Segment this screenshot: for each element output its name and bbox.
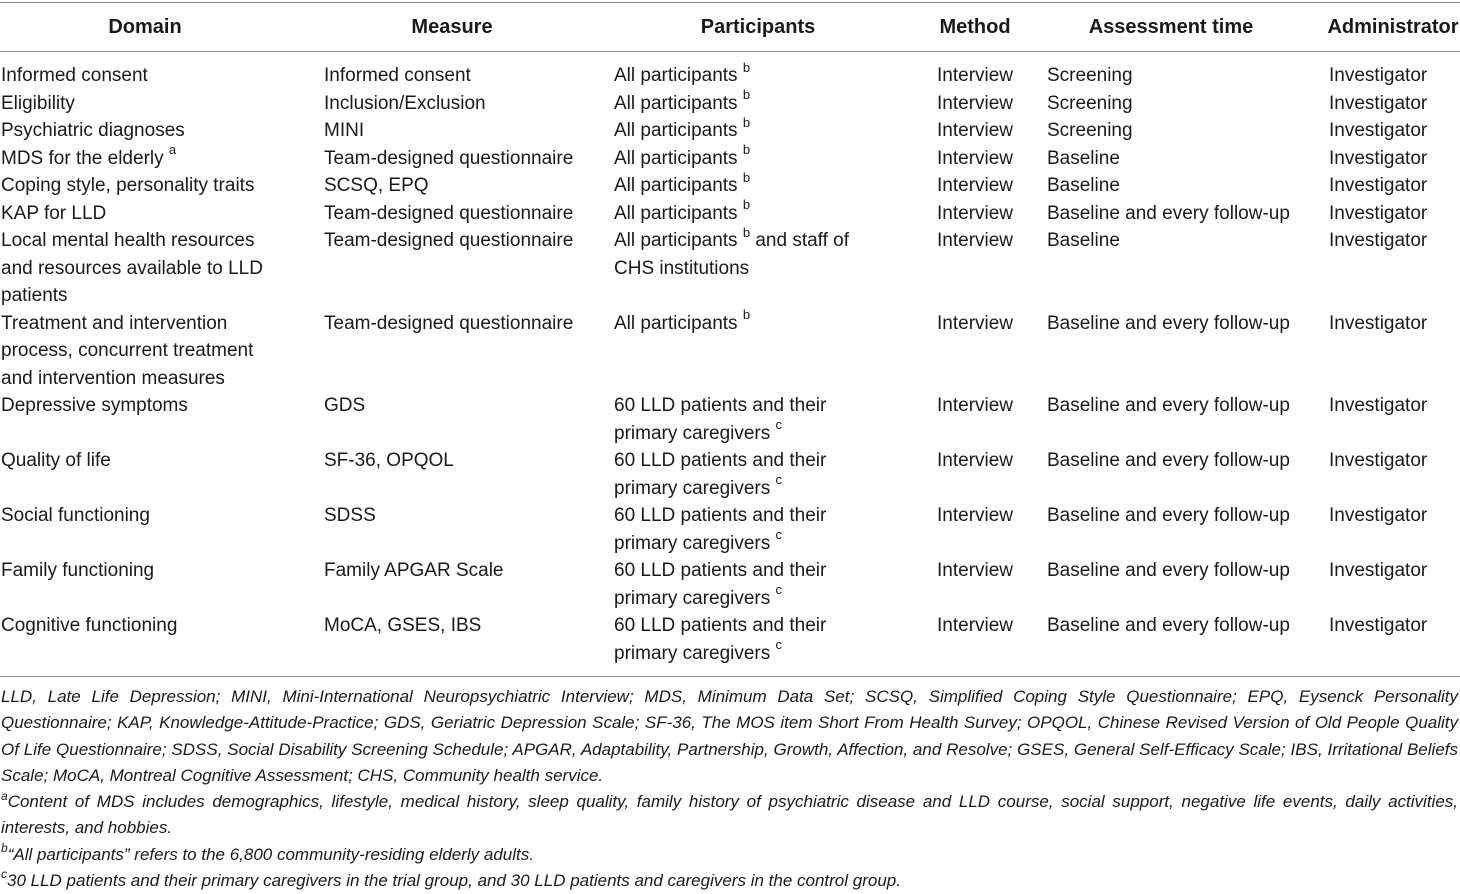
cell-assessment-time: Baseline — [1047, 230, 1120, 251]
cell-measure — [324, 200, 604, 228]
cell-domain-line: Depressive symptoms — [1, 395, 188, 416]
cell-administrator: Investigator — [1329, 560, 1428, 581]
cell-method: Interview — [937, 312, 1014, 334]
cell-measure — [324, 90, 604, 118]
cell-participants-line: All participants $^b$ — [614, 169, 751, 196]
cell-participants — [614, 502, 924, 557]
footnote-a — [1, 789, 1458, 842]
cell-assessment-time: Baseline — [1047, 147, 1120, 169]
cell-measure-line: Team-designed questionnaire — [324, 202, 574, 224]
cell-method: Interview — [937, 147, 1014, 169]
cell-domain-line: MDS for the elderly $^a$ — [1, 142, 177, 169]
cell-domain-line: Cognitive functioning — [1, 615, 178, 636]
header-domain: Domain — [108, 16, 182, 38]
footnote-marker: a — [168, 142, 177, 158]
cell-method: Interview — [937, 230, 1014, 251]
cell-administrator: Investigator — [1329, 615, 1428, 636]
cell-method: Interview — [937, 450, 1014, 471]
cell-participants-line: All participants $^b$ — [614, 307, 751, 334]
cell-measure — [324, 310, 604, 338]
cell-domain — [1, 90, 301, 118]
cell-measure — [324, 392, 604, 420]
cell-participants-line: 60 LLD patients and their — [614, 395, 827, 416]
footnote-marker: b — [742, 224, 751, 240]
cell-measure — [324, 117, 604, 145]
cell-participants-line: primary caregivers $^c$ — [614, 417, 783, 444]
footnote-c-text: 30 LLD patients and their primary caregivers in the trial group, and 30 LLD patients and caregivers in the control group. — [7, 871, 901, 891]
cell-method: Interview — [937, 92, 1014, 114]
cell-domain-line: Treatment and intervention — [1, 312, 228, 334]
table-row — [0, 142, 1460, 173]
footnote-marker: b — [742, 197, 751, 213]
cell-participants — [614, 59, 924, 90]
table-header-row — [0, 12, 1460, 42]
cell-administrator: Investigator — [1329, 312, 1428, 334]
cell-administrator: Investigator — [1329, 120, 1428, 141]
header-administrator: Administrator — [1327, 16, 1459, 38]
header-measure: Measure — [411, 16, 493, 38]
header-method: Method — [939, 16, 1011, 38]
footnote-marker: b — [742, 114, 751, 130]
table-row — [0, 59, 1460, 90]
cell-measure — [324, 447, 604, 475]
cell-domain-line: Quality of life — [1, 450, 111, 471]
cell-domain — [1, 502, 301, 530]
cell-measure-line: Informed consent — [324, 65, 471, 86]
cell-method: Interview — [937, 202, 1014, 224]
footnote-marker: c — [775, 637, 783, 653]
cell-domain-line: Informed consent — [1, 65, 148, 86]
cell-participants-line: CHS institutions — [614, 257, 750, 279]
cell-participants-line: All participants $^b$ — [614, 142, 751, 169]
cell-domain-line: and intervention measures — [1, 367, 225, 389]
table-row — [0, 114, 1460, 145]
cell-participants — [614, 447, 924, 502]
footnote-b — [1, 842, 1458, 868]
cell-assessment-time: Baseline and every follow-up — [1047, 615, 1290, 636]
footnote-marker: c — [775, 472, 783, 488]
footnote-b-mark: b — [1, 841, 8, 856]
footnote-a-mark: a — [1, 788, 8, 803]
cell-participants — [614, 114, 924, 145]
cell-assessment-time: Screening — [1047, 65, 1133, 86]
cell-domain — [1, 392, 301, 420]
cell-domain-line: Local mental health resources — [1, 230, 255, 251]
cell-domain — [1, 200, 301, 228]
table-row — [0, 392, 1460, 447]
table-header-rule — [0, 51, 1460, 52]
cell-administrator: Investigator — [1329, 202, 1428, 224]
cell-participants-line: primary caregivers $^c$ — [614, 472, 783, 499]
footnote-a-text: Content of MDS includes demographics, lifestyle, medical history, sleep quality, family history of psychiatric disease and LLD course, social support, negative life events, daily activities, interests, and hobbies. — [1, 792, 1458, 838]
cell-participants-line: All participants $^b$ — [614, 59, 751, 86]
cell-measure — [324, 62, 604, 90]
cell-measure-line: MoCA, GSES, IBS — [324, 615, 482, 636]
cell-assessment-time: Baseline and every follow-up — [1047, 560, 1290, 581]
cell-measure-line: Team-designed questionnaire — [324, 312, 574, 334]
cell-method: Interview — [937, 615, 1014, 636]
header-assessment-time: Assessment time — [1088, 16, 1254, 38]
cell-participants — [614, 169, 924, 200]
footnote-abbreviations: LLD, Late Life Depression; MINI, Mini-International Neuropsychiatric Interview; MDS, Minimum Data Set; SCSQ, Simplified Coping Style Questionnaire; EPQ, Eysenck Personality Questionnaire; KAP, Knowledge-Attitude-Practice; GDS, Geriatric Depression Scale; SF-36, The MOS item Short From Health Survey; OPQOL, Chinese Revised Version of Old People Quality Of Life Questionnaire; SDSS, Social Disability Screening Schedule; APGAR, Adaptability, Partnership, Growth, Affection, and Resolve; GSES, General Self-Efficacy Scale; IBS, Irritational Beliefs Scale; MoCA, Montreal Cognitive Assessment; CHS, Community health service. — [1, 687, 1458, 785]
cell-assessment-time: Baseline — [1047, 175, 1120, 196]
footnote-marker: b — [742, 307, 751, 323]
header-participants: Participants — [700, 16, 816, 38]
cell-measure-line: SF-36, OPQOL — [324, 450, 454, 471]
cell-assessment-time: Screening — [1047, 92, 1133, 114]
table-row — [0, 169, 1460, 200]
cell-participants — [614, 612, 924, 667]
cell-domain — [1, 117, 301, 145]
cell-domain — [1, 62, 301, 90]
cell-domain-line: Social functioning — [1, 505, 150, 526]
cell-domain — [1, 557, 301, 585]
cell-measure-line: GDS — [324, 395, 366, 416]
cell-domain-line: patients — [1, 285, 68, 306]
table-bottom-rule — [0, 676, 1460, 677]
cell-administrator: Investigator — [1329, 450, 1428, 471]
table-row — [0, 447, 1460, 502]
table-row — [0, 502, 1460, 557]
cell-administrator: Investigator — [1329, 395, 1428, 416]
cell-method: Interview — [937, 560, 1014, 581]
cell-method: Interview — [937, 65, 1014, 86]
footnote-marker: c — [775, 527, 783, 543]
table-row — [0, 87, 1460, 118]
footnote-marker: b — [742, 142, 751, 158]
cell-method: Interview — [937, 120, 1014, 141]
cell-participants — [614, 392, 924, 447]
cell-measure-line: Family APGAR Scale — [324, 560, 504, 581]
cell-measure-line: Team-designed questionnaire — [324, 147, 574, 169]
cell-method: Interview — [937, 395, 1014, 416]
cell-domain-line: Eligibility — [1, 92, 75, 114]
cell-measure — [324, 612, 604, 640]
cell-measure — [324, 145, 604, 173]
table-row — [0, 224, 1460, 310]
cell-measure — [324, 502, 604, 530]
cell-domain — [1, 310, 301, 393]
cell-measure-line: Team-designed questionnaire — [324, 230, 574, 251]
cell-participants-line: primary caregivers $^c$ — [614, 637, 783, 664]
cell-domain — [1, 612, 301, 640]
cell-participants-line: 60 LLD patients and their — [614, 450, 827, 471]
cell-administrator: Investigator — [1329, 92, 1428, 114]
cell-administrator: Investigator — [1329, 175, 1428, 196]
cell-measure-line: SCSQ, EPQ — [324, 175, 429, 196]
cell-measure — [324, 227, 604, 255]
footnote-marker: b — [742, 59, 751, 75]
cell-assessment-time: Screening — [1047, 120, 1133, 141]
cell-participants — [614, 224, 924, 282]
footnote-c — [1, 868, 1458, 894]
cell-assessment-time: Baseline and every follow-up — [1047, 312, 1290, 334]
table-row — [0, 612, 1460, 667]
cell-administrator: Investigator — [1329, 65, 1428, 86]
table-body — [0, 59, 1460, 672]
cell-domain — [1, 227, 301, 310]
cell-participants-line: 60 LLD patients and their — [614, 615, 827, 636]
cell-administrator: Investigator — [1329, 230, 1428, 251]
cell-domain-line: Family functioning — [1, 560, 155, 581]
table-row — [0, 197, 1460, 228]
footnote-marker: b — [742, 169, 751, 185]
cell-method: Interview — [937, 505, 1014, 526]
cell-participants-line: primary caregivers $^c$ — [614, 527, 783, 554]
cell-assessment-time: Baseline and every follow-up — [1047, 450, 1290, 471]
cell-measure — [324, 557, 604, 585]
cell-participants — [614, 142, 924, 173]
cell-domain — [1, 447, 301, 475]
cell-participants — [614, 87, 924, 118]
cell-participants-line: 60 LLD patients and their — [614, 560, 827, 581]
table-row — [0, 307, 1460, 393]
cell-measure-line: Inclusion/Exclusion — [324, 92, 486, 114]
cell-participants-line: 60 LLD patients and their — [614, 505, 827, 526]
cell-measure-line: MINI — [324, 120, 365, 141]
cell-participants — [614, 557, 924, 612]
table-top-rule — [0, 2, 1460, 3]
cell-assessment-time: Baseline and every follow-up — [1047, 202, 1290, 224]
footnote-marker: c — [775, 582, 783, 598]
cell-method: Interview — [937, 175, 1014, 196]
footnote-marker: c — [775, 417, 783, 433]
cell-participants-line: All participants $^b$ — [614, 114, 751, 141]
table-footnotes — [1, 684, 1458, 894]
cell-assessment-time: Baseline and every follow-up — [1047, 505, 1290, 526]
cell-domain-line: Coping style, personality traits — [1, 175, 255, 196]
cell-participants-line: All participants $^b$ — [614, 197, 751, 224]
cell-domain-line: and resources available to LLD — [1, 257, 263, 279]
footnote-b-text: “All participants” refers to the 6,800 community-residing elderly adults. — [7, 844, 534, 864]
cell-measure-line: SDSS — [324, 505, 376, 526]
cell-participants-line: All participants $^b$ and staff of — [614, 224, 850, 251]
cell-participants — [614, 197, 924, 228]
cell-domain-line: KAP for LLD — [1, 202, 107, 224]
cell-domain — [1, 172, 301, 200]
cell-measure — [324, 172, 604, 200]
cell-participants — [614, 307, 924, 338]
cell-participants-line: All participants $^b$ — [614, 87, 751, 114]
cell-domain — [1, 142, 301, 173]
cell-domain-line: Psychiatric diagnoses — [1, 120, 185, 141]
cell-assessment-time: Baseline and every follow-up — [1047, 395, 1290, 416]
cell-domain-line: process, concurrent treatment — [1, 340, 254, 361]
cell-administrator: Investigator — [1329, 505, 1428, 526]
table-row — [0, 557, 1460, 612]
cell-administrator: Investigator — [1329, 147, 1428, 169]
cell-participants-line: primary caregivers $^c$ — [614, 582, 783, 609]
footnote-marker: b — [742, 87, 751, 103]
footnote-c-mark: c — [1, 867, 7, 882]
